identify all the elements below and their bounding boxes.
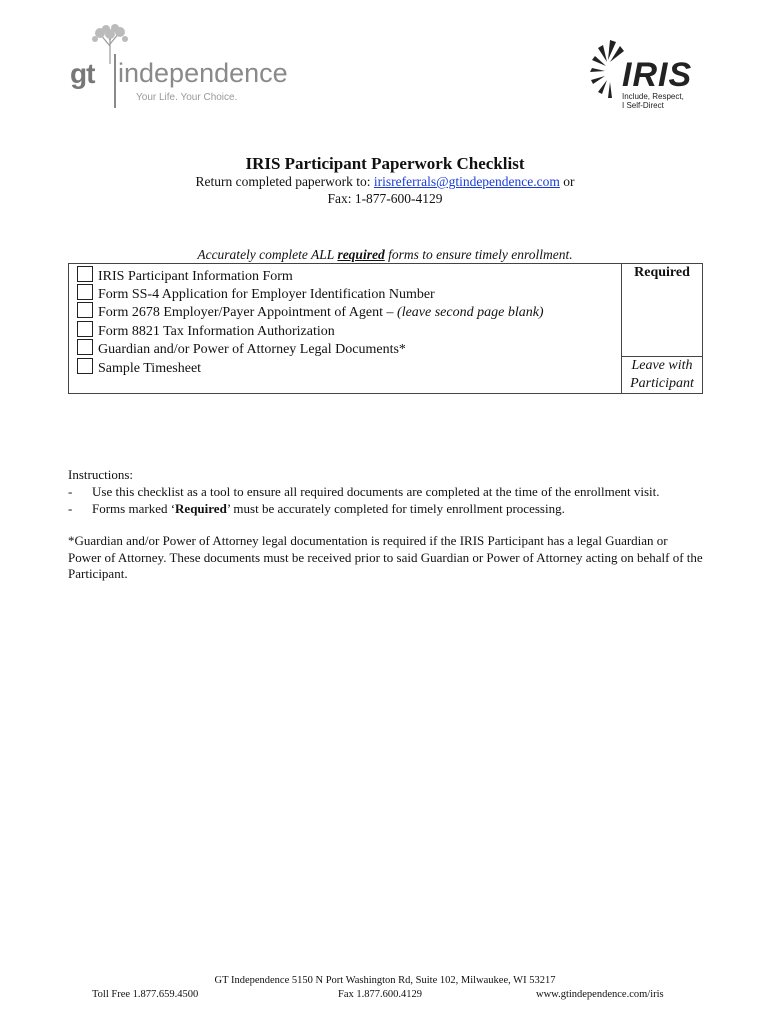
return-line [0, 174, 770, 190]
leave-label-line: Leave with [631, 358, 693, 373]
leave-with-participant-label [622, 357, 702, 393]
checklist-item-label: Sample Timesheet [98, 361, 202, 376]
checkbox[interactable] [77, 321, 93, 337]
checklist-item [77, 266, 293, 284]
return-prefix: Return completed paperwork to: [195, 174, 374, 189]
iris-tagline [622, 92, 684, 110]
checklist-item [77, 321, 335, 339]
checklist-item-label: Guardian and/or Power of Attorney Legal Documents* [98, 342, 406, 357]
footer-toll-free: Toll Free 1.877.659.4500 [92, 989, 199, 1000]
checklist-item-label: Form 8821 Tax Information Authorization [98, 324, 335, 339]
bullet-text-bold: Required [175, 501, 227, 516]
guardian-footnote: *Guardian and/or Power of Attorney legal documentation is required if the IRIS Participant has a legal Guardian or Power of Attorney. These documents must be received prior to said Guardian or Power of Attorney acting on behalf of the Participant. [68, 533, 703, 581]
checklist-item [77, 339, 406, 357]
gt-wordmark: independence [118, 58, 288, 88]
page-title: IRIS Participant Paperwork Checklist [245, 154, 525, 173]
note-prefix: Accurately complete ALL [197, 247, 338, 262]
leave-label-line: Participant [630, 376, 694, 391]
checkbox[interactable] [77, 266, 93, 282]
note-suffix: forms to ensure timely enrollment. [384, 247, 573, 262]
footer-website: www.gtindependence.com/iris [536, 989, 664, 1000]
return-email-link[interactable]: irisreferrals@gtindependence.com [373, 174, 560, 189]
bullet-text-post: ’ must be accurately completed for timely enrollment processing. [226, 501, 565, 516]
checklist-item-label: Form SS-4 Application for Employer Identification Number [98, 287, 435, 302]
gt-tagline: Your Life. Your Choice. [136, 92, 238, 103]
checklist-item-label: IRIS Participant Information Form [98, 269, 293, 284]
checklist-item [77, 358, 201, 376]
checkbox[interactable] [77, 284, 93, 300]
fax-line: Fax: 1-877-600-4129 [327, 191, 443, 206]
gt-mark: gt [70, 58, 95, 89]
iris-tagline-line: Include, Respect, [622, 92, 684, 101]
bullet-dash: - [68, 484, 73, 499]
pinwheel-icon [590, 38, 626, 108]
instruction-bullet [68, 501, 565, 517]
bullet-text: Use this checklist as a tool to ensure all required documents are completed at the time of the enrollment visit. [92, 484, 660, 499]
required-label: Required [634, 265, 690, 280]
bullet-dash: - [68, 501, 73, 516]
checkbox[interactable] [77, 358, 93, 374]
logo-divider [114, 54, 116, 108]
checkbox[interactable] [77, 339, 93, 355]
gt-independence-logo [68, 24, 288, 112]
checklist-item [77, 284, 435, 302]
instructions-title: Instructions: [68, 467, 133, 482]
checklist-item-note: (leave second page blank) [397, 305, 544, 320]
iris-logo [590, 38, 700, 114]
return-suffix: or [559, 174, 575, 189]
checkbox[interactable] [77, 302, 93, 318]
note-emphasis: required [337, 247, 385, 262]
checklist-table [68, 263, 703, 394]
footer-fax: Fax 1.877.600.4129 [338, 989, 422, 1000]
checklist-item [77, 302, 544, 320]
instruction-bullet [68, 484, 660, 500]
enrollment-note [0, 247, 770, 263]
iris-wordmark: IRIS [622, 56, 693, 94]
checklist-item-label: Form 2678 Employer/Payer Appointment of Agent – [98, 305, 398, 320]
bullet-text-pre: Forms marked ‘ [92, 501, 176, 516]
iris-tagline-line: I Self-Direct [622, 101, 664, 110]
footer-address: GT Independence 5150 N Port Washington Rd, Suite 102, Milwaukee, WI 53217 [214, 975, 556, 986]
